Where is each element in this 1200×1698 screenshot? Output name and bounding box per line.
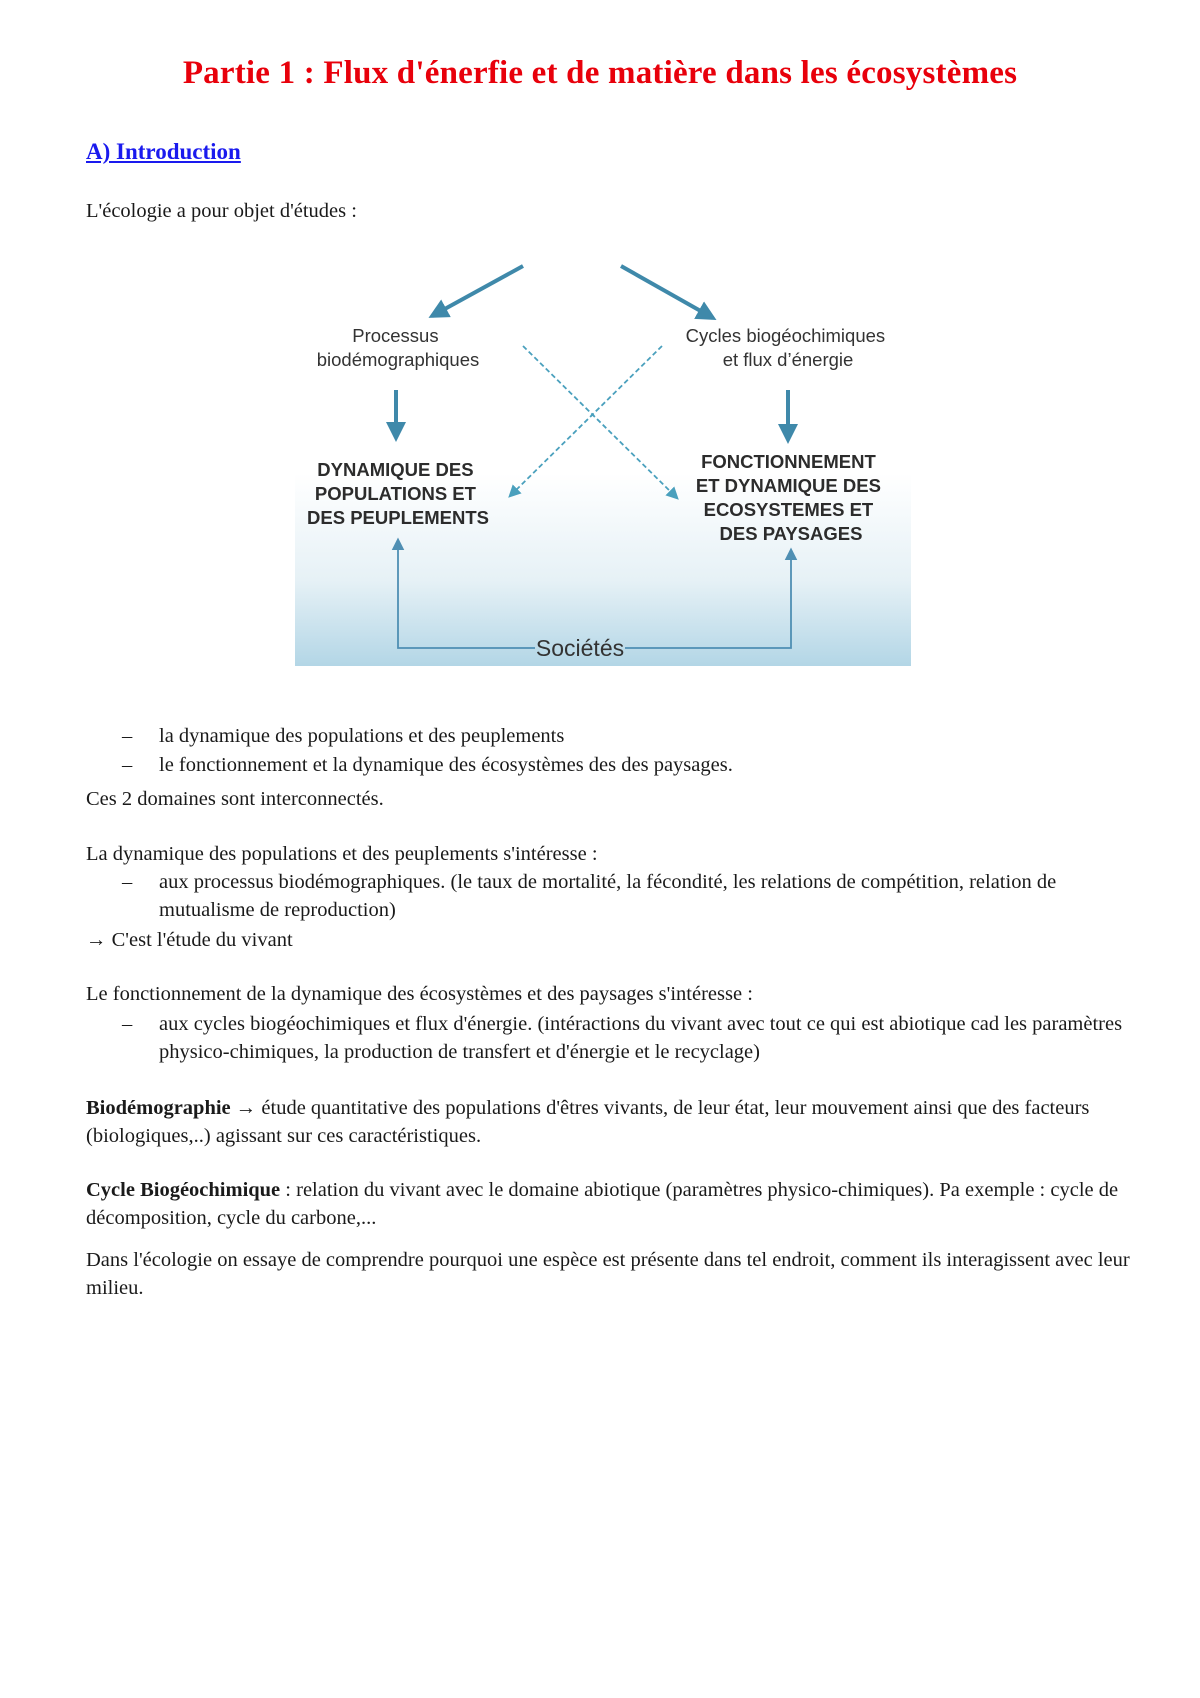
list-item: la dynamique des populations et des peuplements — [159, 725, 565, 747]
label-processus: Processus biodémographiques — [316, 325, 480, 370]
definition-term: Cycle Biogéochimique — [86, 1179, 281, 1201]
label-dynamique: DYNAMIQUE DES POPULATIONS ET DES PEUPLEMENTS — [307, 459, 489, 528]
bullet-marker: – — [122, 725, 133, 747]
definition-text: → étude quantitative des populations d'êtres vivants, de leur état, leur mouvement ainsi que des facteurs (biologiques,..) agissant sur ces caractéristiques. — [86, 1097, 1090, 1147]
paragraph-domains: Ces 2 domaines sont interconnectés. — [86, 788, 384, 810]
ecology-diagram — [295, 238, 911, 666]
paragraph-conclusion: Dans l'écologie on essaye de comprendre pourquoi une espèce est présente dans tel endroit, comment ils interagissent avec leur milieu. — [86, 1249, 1130, 1299]
label-societes: Sociétés — [535, 635, 625, 661]
list-item: aux cycles biogéochimiques et flux d'énergie. (intéractions du vivant avec tout ce qui est abiotique cad les paramètres physico-chimiques, la production de transfert et d'énergie et le recyclage) — [159, 1013, 1123, 1063]
label-fonctionnement: FONCTIONNEMENT ET DYNAMIQUE DES ECOSYSTEMES ET DES PAYSAGES — [695, 451, 881, 544]
definition-term: Biodémographie — [86, 1097, 231, 1119]
list-item: le fonctionnement et la dynamique des écosystèmes des des paysages. — [159, 754, 733, 776]
paragraph-fonctionnement: Le fonctionnement de la dynamique des écosystèmes et des paysages s'intéresse : — [86, 983, 753, 1005]
page-title: Partie 1 : Flux d'énerfie et de matière dans les écosystèmes — [182, 55, 1018, 91]
list-item: aux processus biodémographiques. (le taux de mortalité, la fécondité, les relations de compétition, relation de mutualisme de reproduction) — [159, 871, 1057, 921]
bullet-marker: – — [122, 1013, 133, 1035]
bullet-marker: – — [122, 754, 133, 776]
definition-cycle — [86, 1176, 1136, 1232]
section-heading: A) Introduction — [86, 139, 241, 164]
label-cycles: Cycles biogéochimiques et flux d’énergie — [685, 325, 886, 370]
intro-text: L'écologie a pour objet d'études : — [86, 200, 357, 222]
paragraph-vivant: → C'est l'étude du vivant — [86, 929, 293, 951]
definition-biodemographie — [86, 1094, 1136, 1150]
definition-text: : relation du vivant avec le domaine abiotique (paramètres physico-chimiques). Pa exemple : cycle de décomposition, cycle du carbone,... — [86, 1179, 1119, 1229]
paragraph-dynamique: La dynamique des populations et des peuplements s'intéresse : — [86, 843, 598, 865]
bullet-marker: – — [122, 871, 133, 893]
